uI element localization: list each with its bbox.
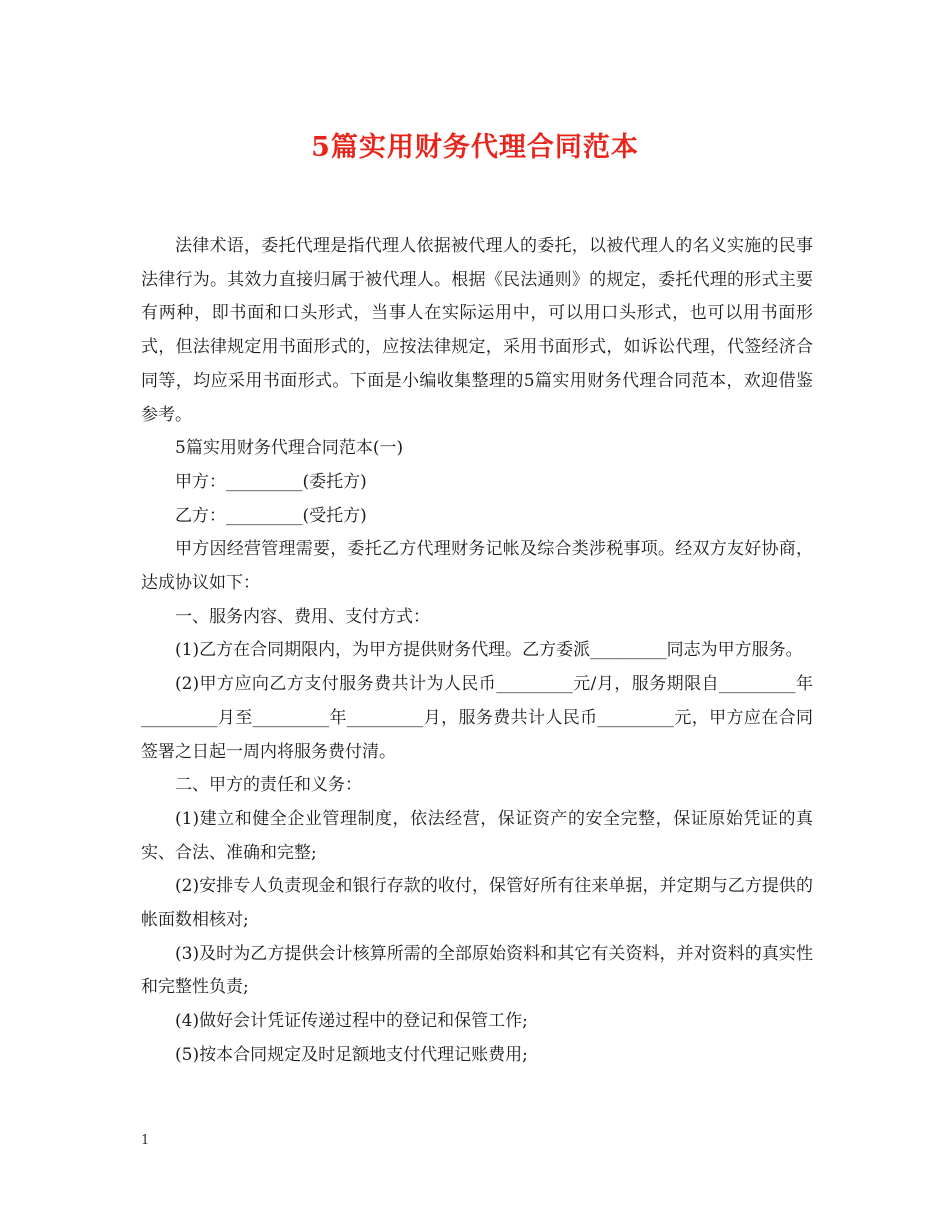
paragraph-intro: 法律术语，委托代理是指代理人依据被代理人的委托，以被代理人的名义实施的民事法律行为。其效力直接归属于被代理人。根据《民法通则》的规定，委托代理的形式主要有两种，即书面和口头形式，当事人在实际运用中，可以用口头形式，也可以用书面形式，但法律规定用书面形式的，应按法律规定，采用书面形式，如诉讼代理，代签经济合同等，均应采用书面形式。下面是小编收集整理的5篇实用财务代理合同范本，欢迎借鉴参考。 <box>141 236 813 425</box>
paragraph-clause-2-1: (1)建立和健全企业管理制度，依法经营，保证资产的安全完整，保证原始凭证的真实、合法、准确和完整; <box>141 808 813 863</box>
document-body <box>141 230 813 1073</box>
paragraph-clause-1-1: (1)乙方在合同期限内，为甲方提供财务代理。乙方委派_________同志为甲方服务。 <box>175 640 803 661</box>
page-number: 1 <box>141 1133 150 1148</box>
paragraph-clause-1-2: (2)甲方应向乙方支付服务费共计为人民币_________元/月，服务期限自_________年_________月至_________年_________月，服务费共计人民币_________元，甲方应在合同签署之日起一周内将服务费付清。 <box>141 674 813 762</box>
paragraph-party-a: 甲方：_________(委托方) <box>175 471 367 492</box>
paragraph-clause-2-4: (4)做好会计凭证传递过程中的登记和保管工作; <box>175 1011 528 1032</box>
paragraph-preamble: 甲方因经营管理需要，委托乙方代理财务记帐及综合类涉税事项。经双方友好协商，达成协议如下： <box>141 539 813 594</box>
paragraph-section-1: 一、服务内容、费用、支付方式： <box>175 606 430 627</box>
paragraph-clause-2-3: (3)及时为乙方提供会计核算所需的全部原始资料和其它有关资料，并对资料的真实性和完整性负责; <box>141 943 813 998</box>
document-title: 5篇实用财务代理合同范本 <box>311 132 639 163</box>
paragraph-clause-2-2: (2)安排专人负责现金和银行存款的收付，保管好所有往来单据，并定期与乙方提供的帐面数相核对; <box>141 876 813 931</box>
paragraph-clause-2-5: (5)按本合同规定及时足额地支付代理记账费用; <box>175 1044 528 1065</box>
paragraph-party-b: 乙方：_________(受托方) <box>175 505 367 526</box>
paragraph-section-2: 二、甲方的责任和义务： <box>175 775 362 796</box>
paragraph-contract-heading: 5篇实用财务代理合同范本(一) <box>175 438 404 459</box>
